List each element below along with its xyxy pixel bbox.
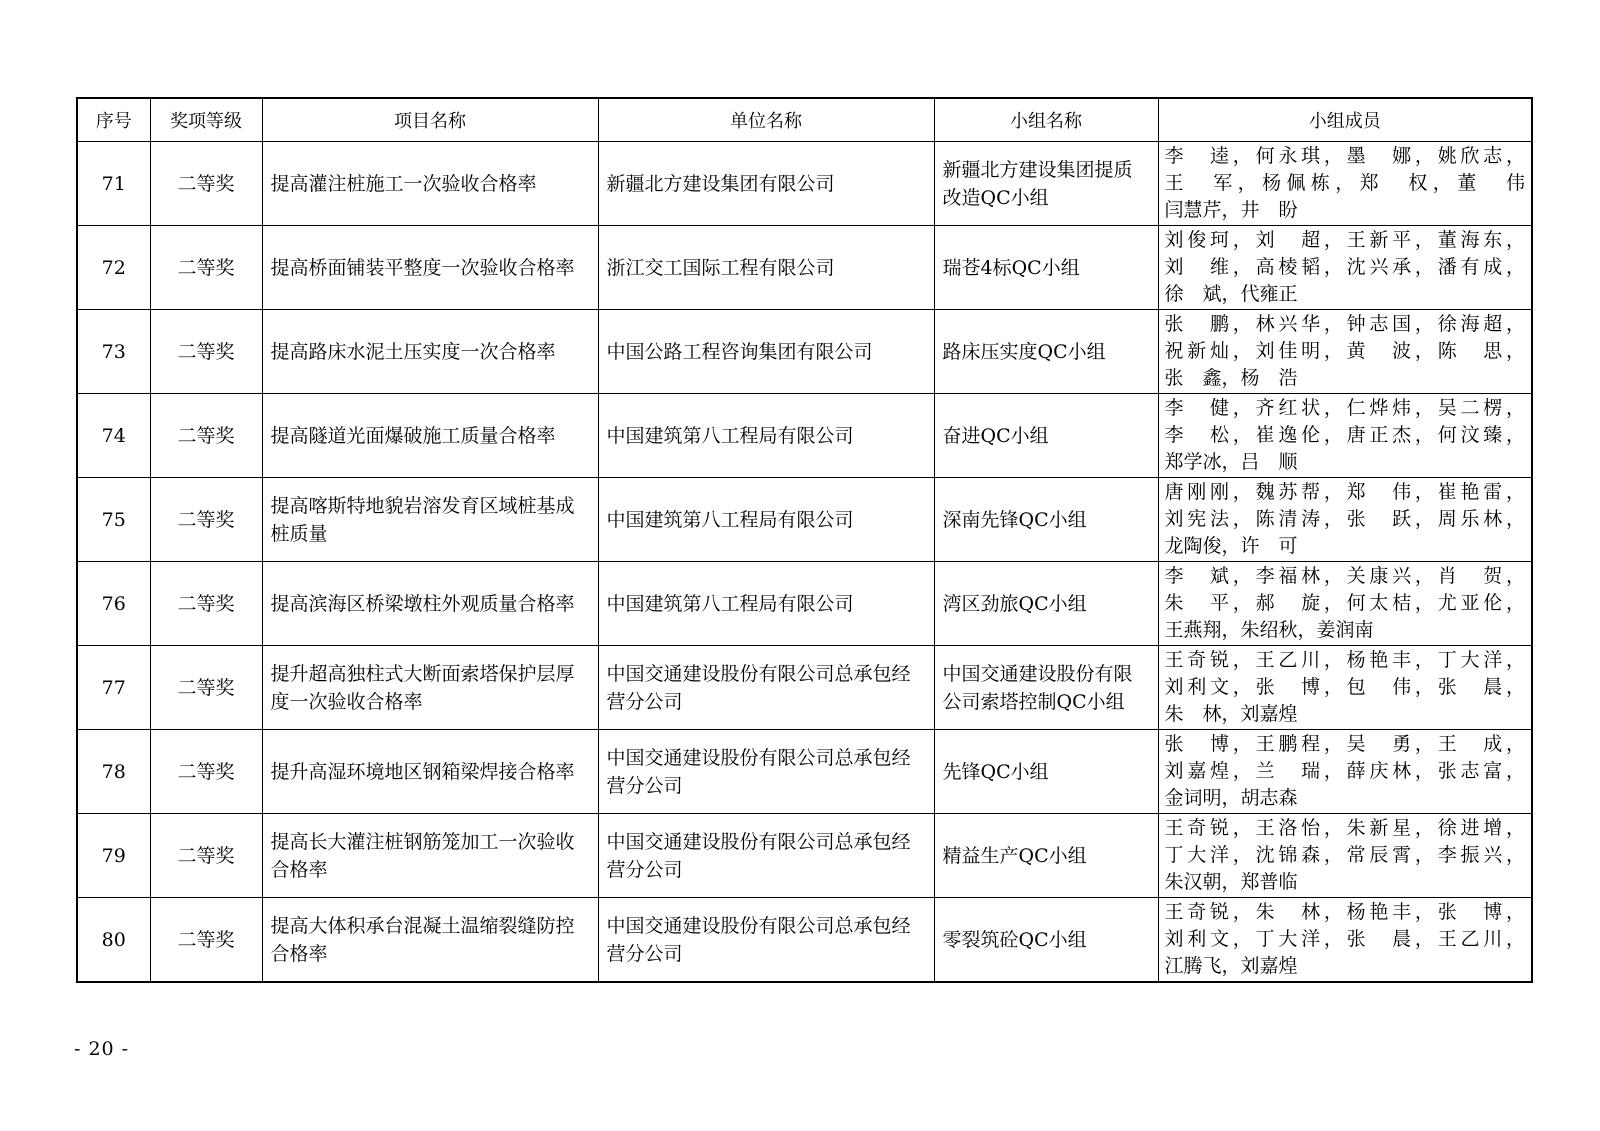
table-row xyxy=(77,730,1532,814)
member-line: 朱汉朝，郑普临 xyxy=(1164,871,1298,893)
row-number: 80 xyxy=(77,898,150,983)
member-line: 刘利文，张 博，包 伟，张 晨， xyxy=(1164,676,1525,698)
member-line: 刘嘉煌，兰 瑞，薛庆林，张志富， xyxy=(1164,760,1525,782)
group-name: 湾区劲旅QC小组 xyxy=(934,562,1158,646)
table-row xyxy=(77,394,1532,478)
table-row xyxy=(77,310,1532,394)
award-level: 二等奖 xyxy=(150,730,262,814)
project-name: 提高喀斯特地貌岩溶发育区域桩基成桩质量 xyxy=(262,478,598,562)
unit-name: 中国公路工程咨询集团有限公司 xyxy=(598,310,934,394)
member-line: 祝新灿，刘佳明，黄 波，陈 思， xyxy=(1164,340,1525,362)
member-line: 李 逵，何永琪，墨 娜，姚欣志， xyxy=(1164,145,1525,167)
award-level: 二等奖 xyxy=(150,310,262,394)
project-name: 提高路床水泥土压实度一次合格率 xyxy=(262,310,598,394)
unit-name: 中国交通建设股份有限公司总承包经营分公司 xyxy=(598,646,934,730)
unit-name: 新疆北方建设集团有限公司 xyxy=(598,142,934,226)
unit-name: 中国建筑第八工程局有限公司 xyxy=(598,478,934,562)
table-row xyxy=(77,814,1532,898)
award-level: 二等奖 xyxy=(150,562,262,646)
unit-name: 中国交通建设股份有限公司总承包经营分公司 xyxy=(598,814,934,898)
project-name: 提高长大灌注桩钢筋笼加工一次验收合格率 xyxy=(262,814,598,898)
award-level: 二等奖 xyxy=(150,478,262,562)
row-number: 73 xyxy=(77,310,150,394)
group-members xyxy=(1158,478,1532,562)
award-level: 二等奖 xyxy=(150,646,262,730)
group-name: 新疆北方建设集团提质改造QC小组 xyxy=(934,142,1158,226)
group-members xyxy=(1158,310,1532,394)
header-row xyxy=(77,98,1532,142)
row-number: 75 xyxy=(77,478,150,562)
header-no: 序号 xyxy=(77,98,150,142)
member-line: 刘利文，丁大洋，张 晨，王乙川， xyxy=(1164,928,1525,950)
table-row xyxy=(77,646,1532,730)
table-row xyxy=(77,226,1532,310)
project-name: 提高大体积承台混凝土温缩裂缝防控合格率 xyxy=(262,898,598,983)
unit-name: 中国交通建设股份有限公司总承包经营分公司 xyxy=(598,730,934,814)
project-name: 提升高湿环境地区钢箱梁焊接合格率 xyxy=(262,730,598,814)
award-level: 二等奖 xyxy=(150,142,262,226)
group-members xyxy=(1158,646,1532,730)
member-line: 王奇锐，王洛怡，朱新星，徐进增， xyxy=(1164,817,1525,839)
award-level: 二等奖 xyxy=(150,814,262,898)
group-name: 先锋QC小组 xyxy=(934,730,1158,814)
member-line: 王奇锐，王乙川，杨艳丰，丁大洋， xyxy=(1164,649,1525,671)
row-number: 76 xyxy=(77,562,150,646)
member-line: 唐刚刚，魏苏帮，郑 伟，崔艳雷， xyxy=(1164,481,1525,503)
member-line: 朱 林，刘嘉煌 xyxy=(1164,703,1298,725)
project-name: 提高灌注桩施工一次验收合格率 xyxy=(262,142,598,226)
group-name: 深南先锋QC小组 xyxy=(934,478,1158,562)
row-number: 78 xyxy=(77,730,150,814)
header-level: 奖项等级 xyxy=(150,98,262,142)
member-line: 刘 维，高棱韬，沈兴承，潘有成， xyxy=(1164,256,1525,278)
group-name: 中国交通建设股份有限公司索塔控制QC小组 xyxy=(934,646,1158,730)
group-members xyxy=(1158,730,1532,814)
group-name: 奋进QC小组 xyxy=(934,394,1158,478)
member-line: 江腾飞，刘嘉煌 xyxy=(1164,955,1298,977)
project-name: 提高隧道光面爆破施工质量合格率 xyxy=(262,394,598,478)
unit-name: 中国建筑第八工程局有限公司 xyxy=(598,562,934,646)
member-line: 张 鑫，杨 浩 xyxy=(1164,367,1298,389)
row-number: 72 xyxy=(77,226,150,310)
row-number: 74 xyxy=(77,394,150,478)
header-members: 小组成员 xyxy=(1158,98,1532,142)
row-number: 79 xyxy=(77,814,150,898)
member-line: 李 斌，李福林，关康兴，肖 贺， xyxy=(1164,565,1525,587)
page-number: - 20 - xyxy=(74,1038,130,1060)
member-line: 王奇锐，朱 林，杨艳丰，张 博， xyxy=(1164,901,1525,923)
group-name: 瑞苍4标QC小组 xyxy=(934,226,1158,310)
member-line: 李 松，崔逸伦，唐正杰，何汶臻， xyxy=(1164,424,1525,446)
member-line: 徐 斌，代雍正 xyxy=(1164,283,1298,305)
award-level: 二等奖 xyxy=(150,394,262,478)
unit-name: 中国建筑第八工程局有限公司 xyxy=(598,394,934,478)
member-line: 王 军，杨佩栋，郑 权，董 伟 xyxy=(1164,172,1525,194)
award-level: 二等奖 xyxy=(150,898,262,983)
member-line: 刘俊珂，刘 超，王新平，董海东， xyxy=(1164,229,1525,251)
member-line: 朱 平，郝 旋，何太桔，尤亚伦， xyxy=(1164,592,1525,614)
table-row xyxy=(77,562,1532,646)
award-level: 二等奖 xyxy=(150,226,262,310)
member-line: 王燕翔，朱绍秋，姜润南 xyxy=(1164,619,1374,641)
member-line: 金词明，胡志森 xyxy=(1164,787,1298,809)
row-number: 71 xyxy=(77,142,150,226)
group-members xyxy=(1158,814,1532,898)
member-line: 龙陶俊，许 可 xyxy=(1164,535,1298,557)
unit-name: 中国交通建设股份有限公司总承包经营分公司 xyxy=(598,898,934,983)
unit-name: 浙江交工国际工程有限公司 xyxy=(598,226,934,310)
row-number: 77 xyxy=(77,646,150,730)
member-line: 刘宪法，陈清涛，张 跃，周乐林， xyxy=(1164,508,1525,530)
group-name: 路床压实度QC小组 xyxy=(934,310,1158,394)
group-name: 精益生产QC小组 xyxy=(934,814,1158,898)
group-members xyxy=(1158,226,1532,310)
header-project: 项目名称 xyxy=(262,98,598,142)
group-members xyxy=(1158,562,1532,646)
table-row xyxy=(77,898,1532,983)
header-unit: 单位名称 xyxy=(598,98,934,142)
member-line: 郑学冰，吕 顺 xyxy=(1164,451,1298,473)
group-members xyxy=(1158,394,1532,478)
award-table xyxy=(76,97,1533,983)
member-line: 闫慧芹，井 盼 xyxy=(1164,199,1298,221)
group-name: 零裂筑砼QC小组 xyxy=(934,898,1158,983)
member-line: 张 博，王鹏程，吴 勇，王 成， xyxy=(1164,733,1525,755)
member-line: 李 健，齐红状，仁烨炜，吴二楞， xyxy=(1164,397,1525,419)
header-group: 小组名称 xyxy=(934,98,1158,142)
project-name: 提高桥面铺装平整度一次验收合格率 xyxy=(262,226,598,310)
member-line: 张 鹏，林兴华，钟志国，徐海超， xyxy=(1164,313,1525,335)
table-row xyxy=(77,142,1532,226)
group-members xyxy=(1158,898,1532,983)
table-row xyxy=(77,478,1532,562)
group-members xyxy=(1158,142,1532,226)
member-line: 丁大洋，沈锦森，常辰霄，李振兴， xyxy=(1164,844,1525,866)
project-name: 提高滨海区桥梁墩柱外观质量合格率 xyxy=(262,562,598,646)
project-name: 提升超高独柱式大断面索塔保护层厚度一次验收合格率 xyxy=(262,646,598,730)
